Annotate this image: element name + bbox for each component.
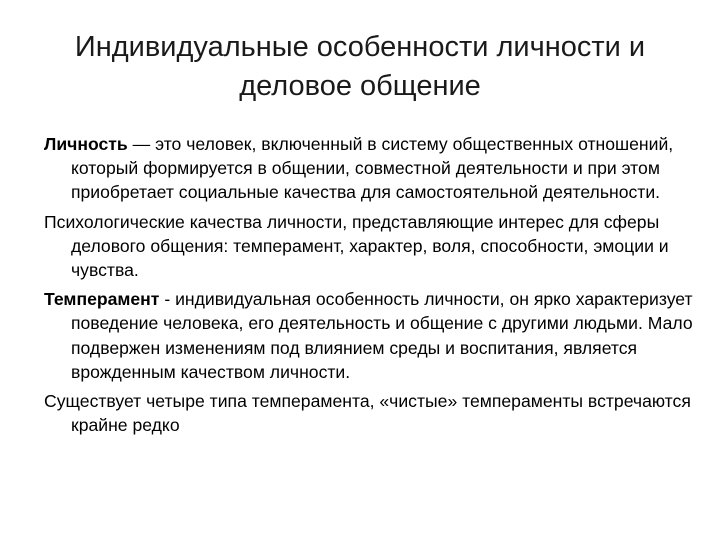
slide-title xyxy=(36,28,684,106)
term-temperament: Темперамент xyxy=(44,289,160,310)
slide-title-line-2: деловое общение xyxy=(239,70,481,102)
slide-title-line-1: Индивидуальные особенности личности и xyxy=(74,31,646,63)
slide-body xyxy=(44,132,694,442)
paragraph-psychological-qualities xyxy=(44,210,694,283)
paragraph-temperament-types xyxy=(44,389,694,437)
term-personality: Личность xyxy=(44,134,128,154)
paragraph-personality xyxy=(44,132,694,205)
paragraph-text: Психологические качества личности, представляющие интерес для сферы делового общения: темперамент, характер, воля, способности, эмоции и чувства. xyxy=(44,211,669,281)
paragraph-temperament xyxy=(44,287,694,384)
paragraph-text: - индивидуальная особенность личности, он ярко характеризует поведение человека, его деятельность и общение с другими людьми. Мало подвержен изменениям под влиянием среды и воспитания, является врожденным качеством личности. xyxy=(71,289,693,382)
paragraph-text: Существует четыре типа темперамента, «чистые» темпераменты встречаются крайне редко xyxy=(44,391,691,436)
paragraph-text: — это человек, включенный в систему общественных отношений, который формируется в общении, совместной деятельности и при этом приобретает социальные качества для самостоятельной деятельности. xyxy=(71,134,674,203)
